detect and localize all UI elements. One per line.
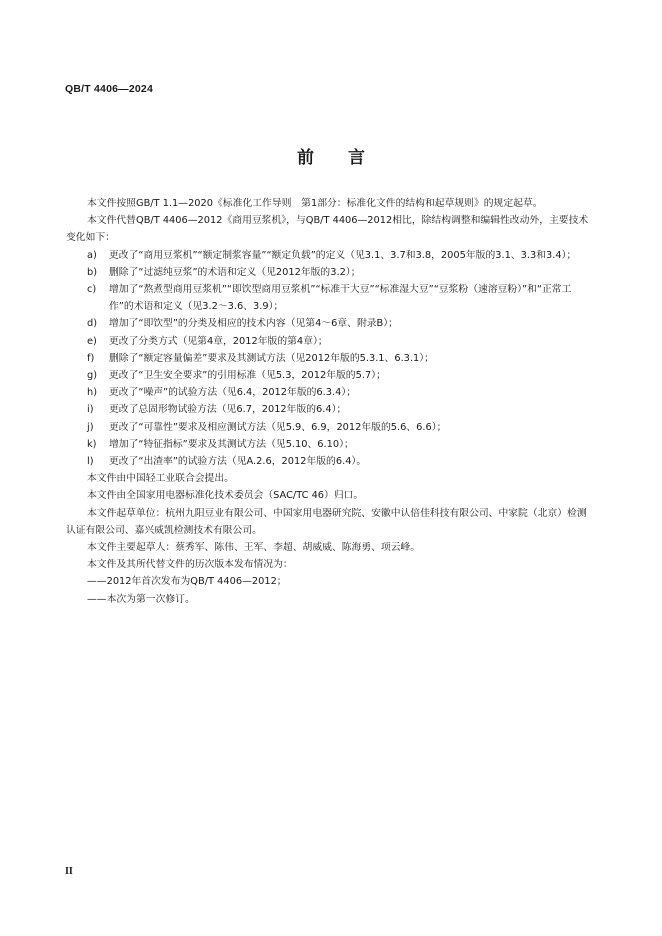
list-item — [87, 350, 596, 367]
list-item-text: 更改了分类方式（见第4章，2012年版的第4章）； — [109, 335, 328, 347]
list-marker: e) — [87, 335, 97, 347]
list-item — [87, 419, 596, 436]
list-item-text: 更改了“卫生安全要求”的引用标准（见5.3，2012年版的5.7）； — [109, 370, 386, 382]
list-marker: c) — [87, 284, 97, 296]
list-marker: k) — [87, 438, 97, 450]
standard-code: QB/T 4406—2024 — [65, 83, 154, 95]
list-item — [87, 315, 596, 332]
technical-changes-list — [66, 247, 596, 471]
list-item — [87, 453, 596, 470]
list-marker: i) — [87, 404, 94, 416]
list-marker: l) — [87, 456, 94, 468]
list-item-text: 增加了“即饮型”的分类及相应的技术内容（见第4～6章、附录B）； — [109, 318, 398, 330]
list-marker: d) — [87, 318, 98, 330]
document-body — [66, 195, 596, 608]
history-line: ——本次为第一次修订。 — [87, 593, 195, 605]
committee-paragraph: 本文件由全国家用电器标准化技术委员会（SAC/TC 46）归口。 — [87, 490, 364, 502]
intro-paragraph-drafting: 本文件按照GB/T 1.1—2020《标准化工作导则 第1部分：标准化文件的结构和起草规则》的规定起草。 — [87, 198, 543, 209]
page-number: II — [65, 866, 73, 877]
history-line: ——2012年首次发布为QB/T 4406—2012； — [87, 576, 287, 588]
list-item-text: 增加了“熬煮型商用豆浆机”“即饮型商用豆浆机”“标准干大豆”“标准湿大豆”“豆浆粉（速溶豆粉）”和“正常工作”的术语和定义（见3.2～3.6、3.9）； — [109, 284, 572, 313]
page-title: 前 言 — [297, 148, 379, 168]
list-item-text: 更改了“噪声”的试验方法（见6.4，2012年版的6.3.4）； — [109, 387, 357, 399]
drafters-paragraph: 本文件主要起草人：蔡秀军、陈伟、王军、李超、胡威威、陈海勇、项云峰。 — [87, 542, 421, 554]
list-item-text: 删除了“额定容量偏差”要求及其测试方法（见2012年版的5.3.1、6.3.1）； — [109, 352, 434, 364]
intro-paragraph-replacement: 本文件代替QB/T 4406—2012《商用豆浆机》，与QB/T 4406—2012相比，除结构调整和编辑性改动外，主要技术变化如下： — [66, 215, 589, 244]
proposer-paragraph: 本文件由中国轻工业联合会提出。 — [87, 473, 234, 485]
list-item — [87, 436, 596, 453]
list-item-text: 删除了“过滤纯豆浆”的术语和定义（见2012年版的3.2）； — [109, 266, 361, 278]
list-item-text: 更改了“出渣率”的试验方法（见A.2.6，2012年版的6.4）。 — [109, 456, 367, 468]
list-marker: g) — [87, 370, 98, 382]
list-marker: a) — [87, 249, 97, 261]
list-item — [87, 264, 596, 281]
list-item-text: 更改了总固形物试验方法（见6.7，2012年版的6.4）； — [109, 404, 347, 416]
list-marker: j) — [87, 421, 94, 433]
list-marker: h) — [87, 387, 98, 399]
list-item — [87, 401, 596, 418]
drafting-units-paragraph: 本文件起草单位：杭州九阳豆业有限公司、中国家用电器研究院、安徽中认倍佳科技有限公司、中家院（北京）检测认证有限公司、嘉兴威凯检测技术有限公司。 — [66, 507, 587, 536]
list-marker: b) — [87, 266, 98, 278]
list-item-text: 更改了“商用豆浆机”“额定制浆容量”“额定负载”的定义（见3.1、3.7和3.8，2005年版的3.1、3.3和3.4）； — [109, 249, 577, 261]
list-marker: f) — [87, 352, 95, 364]
list-item — [87, 367, 596, 384]
list-item — [87, 384, 596, 401]
list-item — [87, 281, 596, 315]
list-item — [87, 333, 596, 350]
list-item-text: 更改了“可靠性”要求及相应测试方法（见5.9、6.9，2012年版的5.6、6.6）； — [109, 421, 447, 433]
history-intro-paragraph: 本文件及其所代替文件的历次版本发布情况为： — [87, 559, 293, 571]
list-item — [87, 247, 596, 264]
list-item-text: 增加了“特征指标”要求及其测试方法（见5.10、6.10）； — [109, 438, 354, 450]
